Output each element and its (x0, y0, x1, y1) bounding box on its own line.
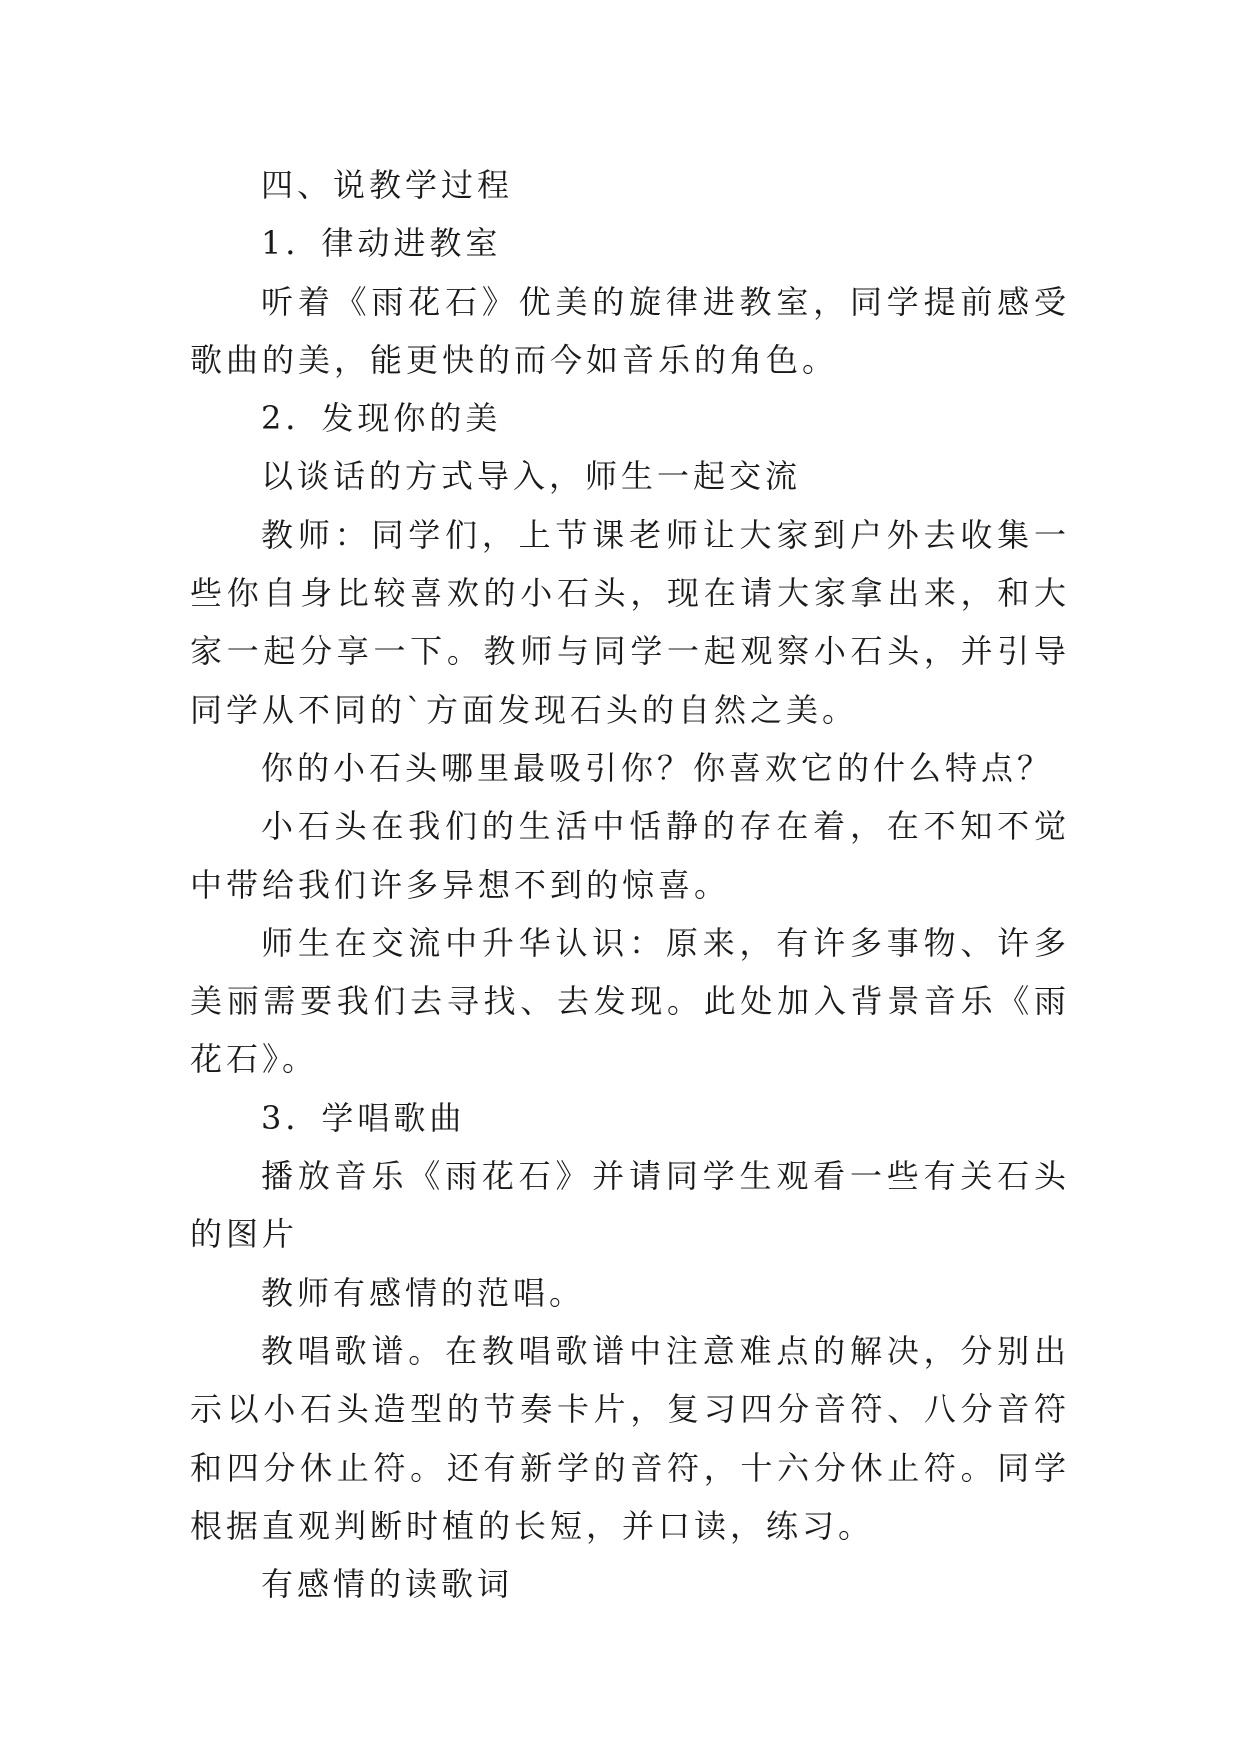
subsection-heading-1: 1．律动进教室 (261, 224, 502, 263)
paragraph: 小石头在我们的生活中恬静的存在着，在不知不觉中带给我们许多异想不到的惊喜。 (190, 807, 1070, 904)
paragraph: 听着《雨花石》优美的旋律进教室，同学提前感受歌曲的美，能更快的而今如音乐的角色。 (190, 282, 1070, 379)
subsection-heading-3: 3．学唱歌曲 (261, 1098, 466, 1137)
document-body (190, 156, 1070, 1613)
paragraph: 教唱歌谱。在教唱歌谱中注意难点的解决，分别出示以小石头造型的节奏卡片，复习四分音符、八分音符和四分休止符。还有新学的音符，十六分休止符。同学根据直观判断时植的长短，并口读，练习。 (190, 1331, 1070, 1545)
section-heading: 四、说教学过程 (261, 166, 514, 204)
paragraph: 教师有感情的范唱。 (261, 1273, 586, 1312)
paragraph: 你的小石头哪里最吸引你？你喜欢它的什么特点？ (261, 748, 1054, 787)
paragraph: 播放音乐《雨花石》并请同学生观看一些有关石头的图片 (190, 1157, 1070, 1254)
paragraph: 师生在交流中升华认识：原来，有许多事物、许多美丽需要我们去寻找、去发现。此处加入背景音乐《雨花石》。 (190, 923, 1070, 1079)
paragraph: 以谈话的方式导入，师生一起交流 (261, 457, 802, 496)
subsection-heading-2: 2．发现你的美 (261, 399, 502, 438)
paragraph: 教师：同学们，上节课老师让大家到户外去收集一些你自身比较喜欢的小石头，现在请大家拿出来，和大家一起分享一下。教师与同学一起观察小石头，并引导同学从不同的`方面发现石头的自然之美。 (190, 515, 1070, 729)
paragraph: 有感情的读歌词 (261, 1565, 514, 1604)
